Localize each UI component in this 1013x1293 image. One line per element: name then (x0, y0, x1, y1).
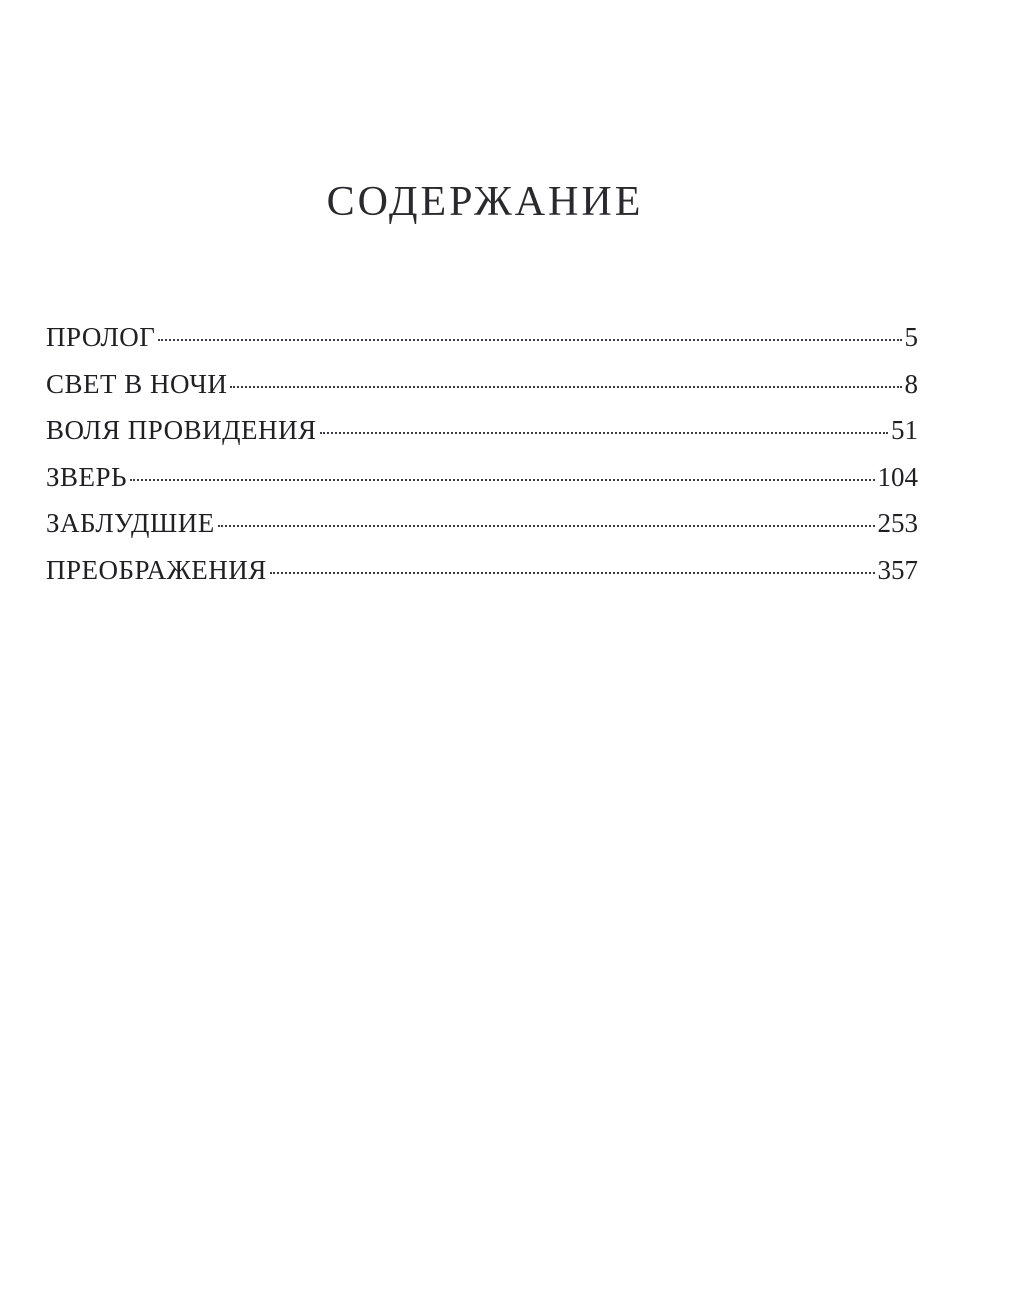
toc-page-number: 253 (877, 508, 918, 538)
dot-leader (130, 479, 874, 481)
dot-leader (270, 572, 875, 574)
toc-page-number: 357 (877, 554, 918, 585)
page-title: СОДЕРЖАНИЕ (326, 179, 644, 225)
toc-page-number: 51 (891, 415, 918, 445)
dot-leader (158, 339, 901, 341)
toc-entry-light-in-night (46, 369, 918, 416)
toc-entry-title: ПРЕОБРАЖЕНИЯ (46, 554, 267, 585)
toc-page-number: 104 (877, 461, 918, 492)
toc-entry-prologue (46, 322, 918, 369)
toc-entry-title: СВЕТ В НОЧИ (46, 368, 228, 399)
toc-entry-transformations (46, 555, 918, 602)
toc-page-number: 5 (904, 322, 918, 352)
toc-entry-beast (46, 462, 918, 509)
toc-entry-lost (46, 508, 918, 555)
toc-entry-will-of-providence (46, 415, 918, 462)
toc-entry-title: ВОЛЯ ПРОВИДЕНИЯ (46, 415, 317, 445)
toc-entry-title: ЗАБЛУДШИЕ (46, 508, 215, 538)
toc-entry-title: ПРОЛОГ (46, 322, 156, 352)
dot-leader (230, 386, 901, 388)
table-of-contents (46, 322, 918, 601)
toc-entry-title: ЗВЕРЬ (46, 461, 128, 492)
dot-leader (218, 525, 875, 527)
toc-page-number: 8 (904, 368, 918, 399)
dot-leader (320, 432, 889, 434)
